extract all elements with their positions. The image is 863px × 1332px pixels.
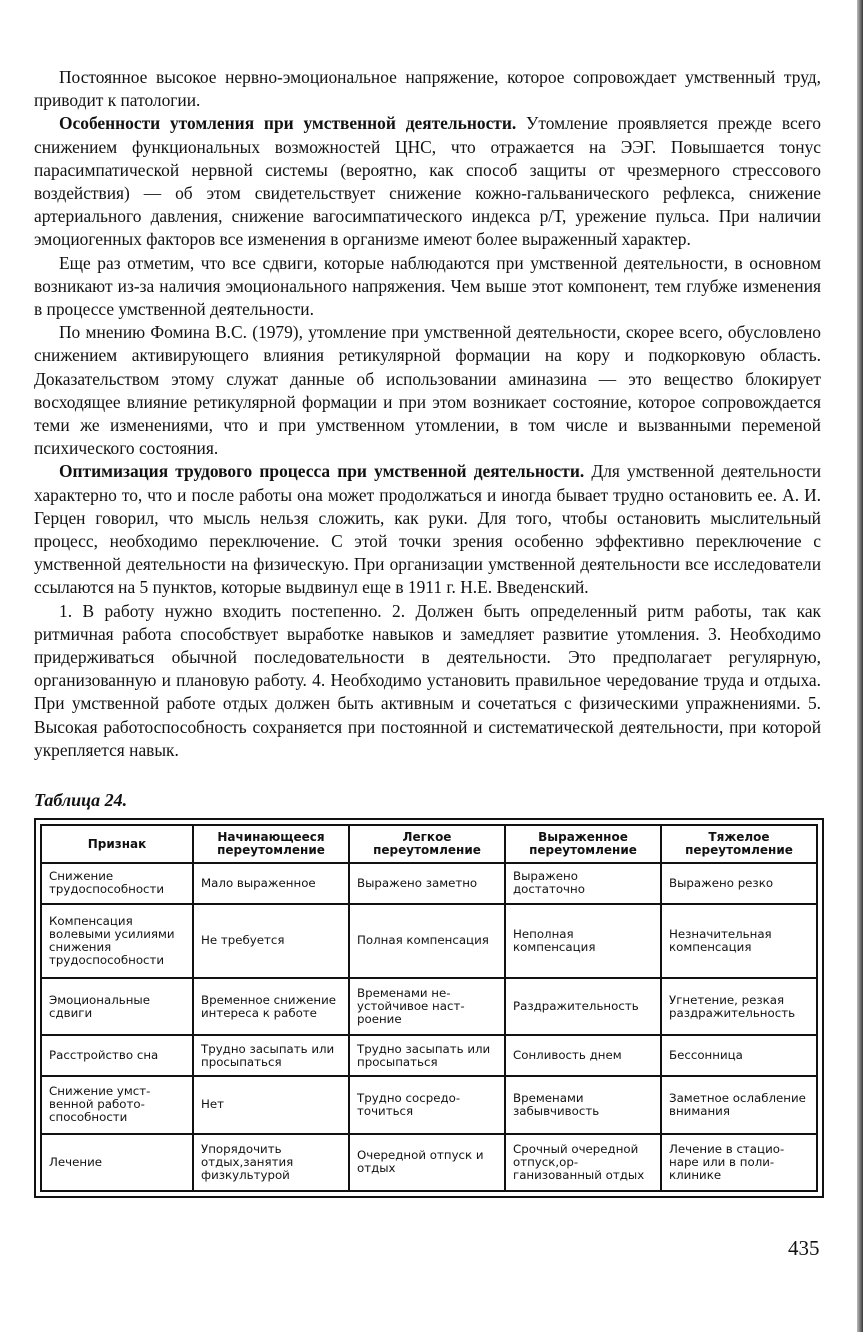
header-cell: Начинающееся переутомление bbox=[193, 825, 349, 863]
table-cell: Трудно сосредоточиться bbox=[349, 1076, 505, 1133]
table-cell: Нет bbox=[193, 1076, 349, 1133]
paragraph: Постоянное высокое нервно-эмоциональное напряжение, которое сопровождает умственный труд, приводит к патологии. bbox=[34, 67, 821, 111]
table-cell: Неполная компенсация bbox=[505, 904, 661, 978]
table-caption: Таблица 24. bbox=[34, 790, 128, 810]
table-cell: Выражено заметно bbox=[349, 863, 505, 904]
body-text bbox=[34, 66, 821, 762]
table-cell: Угнетение, резкая раздражительность bbox=[661, 978, 817, 1035]
table-cell: Компенсация волевыми усилиями снижения трудоспособности bbox=[41, 904, 193, 978]
table-cell: Эмоциональные сдвиги bbox=[41, 978, 193, 1035]
table-cell: Выражено резко bbox=[661, 863, 817, 904]
table-cell: Лечение bbox=[41, 1134, 193, 1191]
table-cell: Бессонница bbox=[661, 1035, 817, 1076]
table-cell: Временами неустойчивое настроение bbox=[349, 978, 505, 1035]
table-row bbox=[41, 904, 817, 978]
table-header-row bbox=[41, 825, 817, 863]
table-cell: Раздражительность bbox=[505, 978, 661, 1035]
table-cell: Очередной отпуск и отдых bbox=[349, 1134, 505, 1191]
table-cell: Снижение умственной работоспособности bbox=[41, 1076, 193, 1133]
fatigue-table bbox=[40, 824, 818, 1192]
header-cell: Легкое переутомление bbox=[349, 825, 505, 863]
paragraph: Особенности утомления при умственной деятельности. Утомление проявляется прежде всего снижением функциональных возможностей ЦНС, что отражается на ЭЭГ. Повышается тонус парасимпатической нервной системы (вероятно, как способ защиты от чрезмерного стрессового воздействия) — об этом свидетельствует снижение кожно-гальванического рефлекса, снижение артериального давления, снижение вагосимпатического индекса р/Т, урежение пульса. При наличии эмоциогенных факторов все изменения в организме имеют более выраженный характер. bbox=[34, 113, 821, 250]
page-number: 435 bbox=[788, 1236, 820, 1260]
table-cell: Временами забывчивость bbox=[505, 1076, 661, 1133]
table-row bbox=[41, 1076, 817, 1133]
table-cell: Выражено достаточно bbox=[505, 863, 661, 904]
table-cell: Трудно засыпать или просыпаться bbox=[349, 1035, 505, 1076]
paragraph: Еще раз отметим, что все сдвиги, которые наблюдаются при умственной деятельности, в основном возникают из-за наличия эмоционального напряжения. Чем выше этот компонент, тем глубже изменения в процессе умственной деятельности. bbox=[34, 252, 821, 320]
table-row bbox=[41, 863, 817, 904]
header-cell: Тяжелое переутомление bbox=[661, 825, 817, 863]
table-row bbox=[41, 1134, 817, 1191]
table-cell: Не требуется bbox=[193, 904, 349, 978]
table-row bbox=[41, 1035, 817, 1076]
table-cell: Расстройство сна bbox=[41, 1035, 193, 1076]
paragraph: Оптимизация трудового процесса при умственной деятельности. Для умственной деятельности характерно то, что и после работы она может продолжаться и иногда бывает трудно остановить ее. А. И. Герцен говорил, что мысль нельзя сложить, как руки. Для того, чтобы остановить мыслительный процесс, необходимо переключение. С этой точки зрения особенно эффективно переключение с умственной деятельности на физическую. При организации умственной деятельности все исследователи ссылаются на 5 пунктов, которые выдвинул еще в 1911 г. Н.Е. Введенский. bbox=[34, 461, 821, 598]
table-cell: Незначительная компенсация bbox=[661, 904, 817, 978]
header-cell: Признак bbox=[41, 825, 193, 863]
table-cell: Снижение трудоспособности bbox=[41, 863, 193, 904]
header-cell: Выраженное переутомление bbox=[505, 825, 661, 863]
table-cell: Сонливость днем bbox=[505, 1035, 661, 1076]
table-cell: Срочный очередной отпуск,организованный отдых bbox=[505, 1134, 661, 1191]
paragraph: 1. В работу нужно входить постепенно. 2. Должен быть определенный ритм работы, так как ритмичная работа способствует выработке навыков и замедляет развитие утомления. 3. Необходимо придерживаться обычной последовательности в деятельности. Это предполагает регулярную, организованную и плановую работу. 4. Необходимо установить правильное чередование труда и отдыха. При умственной работе отдых должен быть активным и сочетаться с физическими упражнениями. 5. Высокая работоспособность сохраняется при постоянной и систематической деятельности, при которой укрепляется навык. bbox=[34, 600, 821, 760]
table-frame bbox=[34, 818, 824, 1198]
page-edge-shadow bbox=[857, 0, 863, 1332]
table-cell: Лечение в стационаре или в поликлинике bbox=[661, 1134, 817, 1191]
table-cell: Заметное ослабление внимания bbox=[661, 1076, 817, 1133]
paragraph-lead: Особенности утомления при умственной деятельности. bbox=[59, 113, 517, 134]
table-cell: Трудно засыпать или просыпаться bbox=[193, 1035, 349, 1076]
table-row bbox=[41, 978, 817, 1035]
table-cell: Мало выраженное bbox=[193, 863, 349, 904]
table-cell: Полная компенсация bbox=[349, 904, 505, 978]
table-cell: Временное снижение интереса к работе bbox=[193, 978, 349, 1035]
paragraph-lead: Оптимизация трудового процесса при умственной деятельности. bbox=[59, 461, 585, 482]
paragraph: По мнению Фомина В.С. (1979), утомление при умственной деятельности, скорее всего, обусловлено снижением активирующего влияния ретикулярной формации на кору и подкорковую область. Доказательством этому служат данные об использовании аминазина — это вещество блокирует восходящее влияние ретикулярной формации и при этом возникает состояние, которое сопровождается теми же изменениями, что и при умственном утомлении, в том числе и вызванными переменой психического состояния. bbox=[34, 322, 821, 459]
table-cell: Упорядочить отдых,занятия физкультурой bbox=[193, 1134, 349, 1191]
